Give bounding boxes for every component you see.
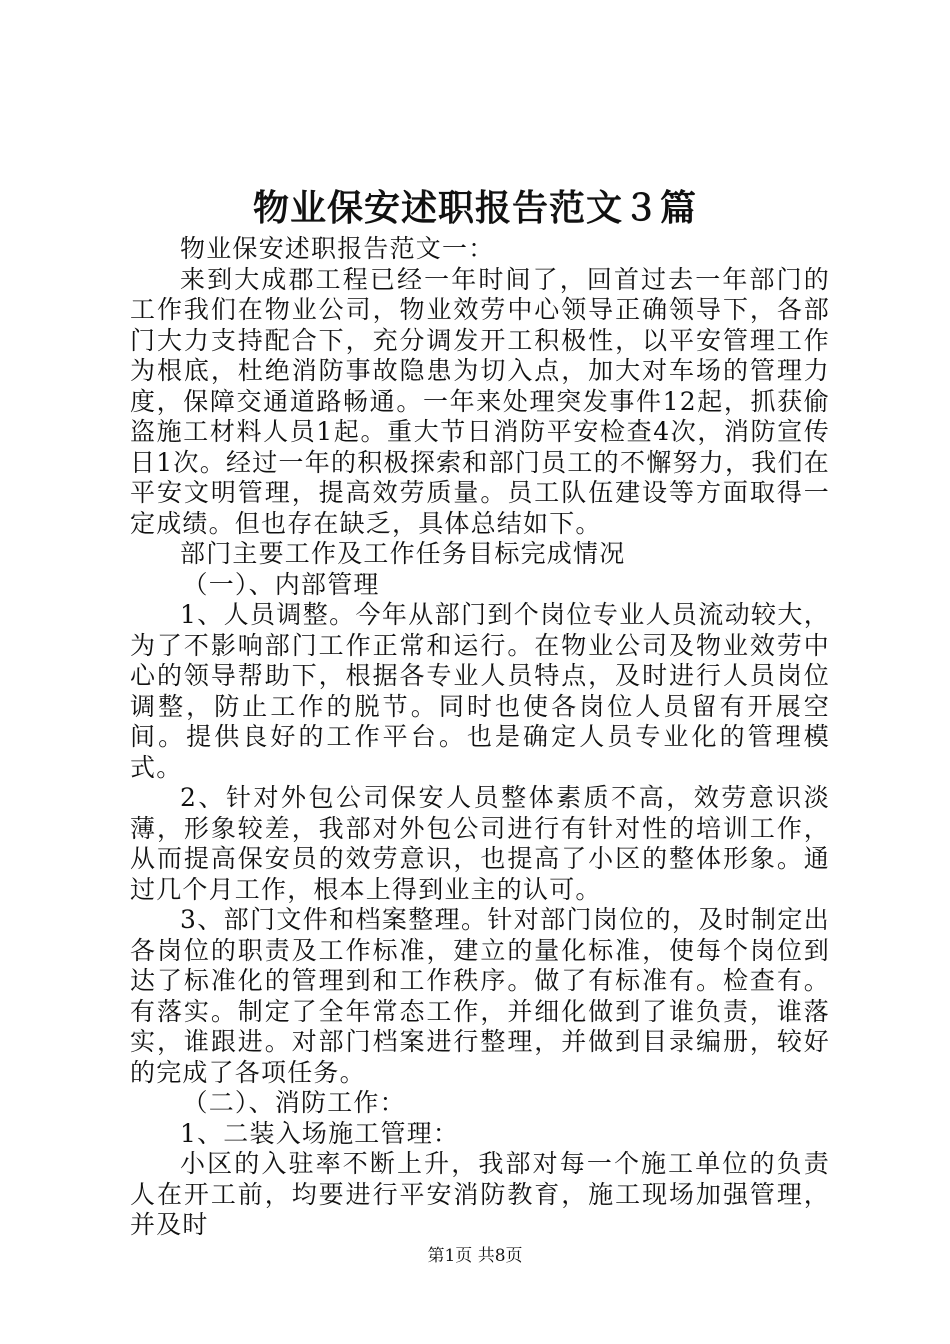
paragraph-section-heading: 部门主要工作及工作任务目标完成情况 (180, 539, 626, 568)
paragraph-item-2: 2、针对外包公司保安人员整体素质不高，效劳意识淡薄，形象较差，我部对外包公司进行有针对性的培训工作，从而提高保安员的效劳意识，也提高了小区的整体形象。通过几个月工作，根本上得到业主的认可。 (130, 783, 830, 904)
paragraph-subsection-internal: （一）、内部管理 (182, 569, 380, 599)
paragraph-intro-heading: 物业保安述职报告范文一： (180, 234, 495, 263)
paragraph-item-3: 3、部门文件和档案整理。针对部门岗位的，及时制定出各岗位的职责及工作标准，建立的量化标准，使每个岗位到达了标准化的管理到和工作秩序。做了有标准有。检查有。有落实。制定了全年常态工作，并细化做到了谁负责，谁落实，谁跟进。对部门档案进行整理，并做到目录编册，较好的完成了各项任务。 (130, 905, 830, 1087)
document-body (130, 234, 830, 1241)
paragraph-subsection-fire: （二）、消防工作： (182, 1088, 406, 1117)
page-footer: 第1页 共8页 (427, 1246, 523, 1266)
paragraph-fire-text: 小区的入驻率不断上升，我部对每一个施工单位的负责人在开工前，均要进行平安消防教育，施工现场加强管理，并及时 (130, 1149, 830, 1239)
paragraph-fire-item-1: 1、二装入场施工管理： (180, 1118, 460, 1148)
paragraph-item-1: 1、人员调整。今年从部门到个岗位专业人员流动较大，为了不影响部门工作正常和运行。在物业公司及物业效劳中心的领导帮助下，根据各专业人员特点，及时进行人员岗位调整，防止工作的脱节。同时也使各岗位人员留有开展空间。提供良好的工作平台。也是确定人员专业化的管理模式。 (130, 600, 830, 782)
paragraph-summary: 来到大成郡工程已经一年时间了，回首过去一年部门的工作我们在物业公司，物业效劳中心领导正确领导下，各部门大力支持配合下，充分调发开工积极性，以平安管理工作为根底，杜绝消防事故隐患为切入点，加大对车场的管理力度，保障交通道路畅通。一年来处理突发事件12起，抓获偷盗施工材料人员1起。重大节日消防平安检查4次，消防宣传日1次。经过一年的积极探索和部门员工的不懈努力，我们在平安文明管理，提高效劳质量。员工队伍建设等方面取得一定成绩。但也存在缺乏，具体总结如下。 (130, 264, 830, 538)
document-title: 物业保安述职报告范文３篇 (252, 187, 697, 229)
